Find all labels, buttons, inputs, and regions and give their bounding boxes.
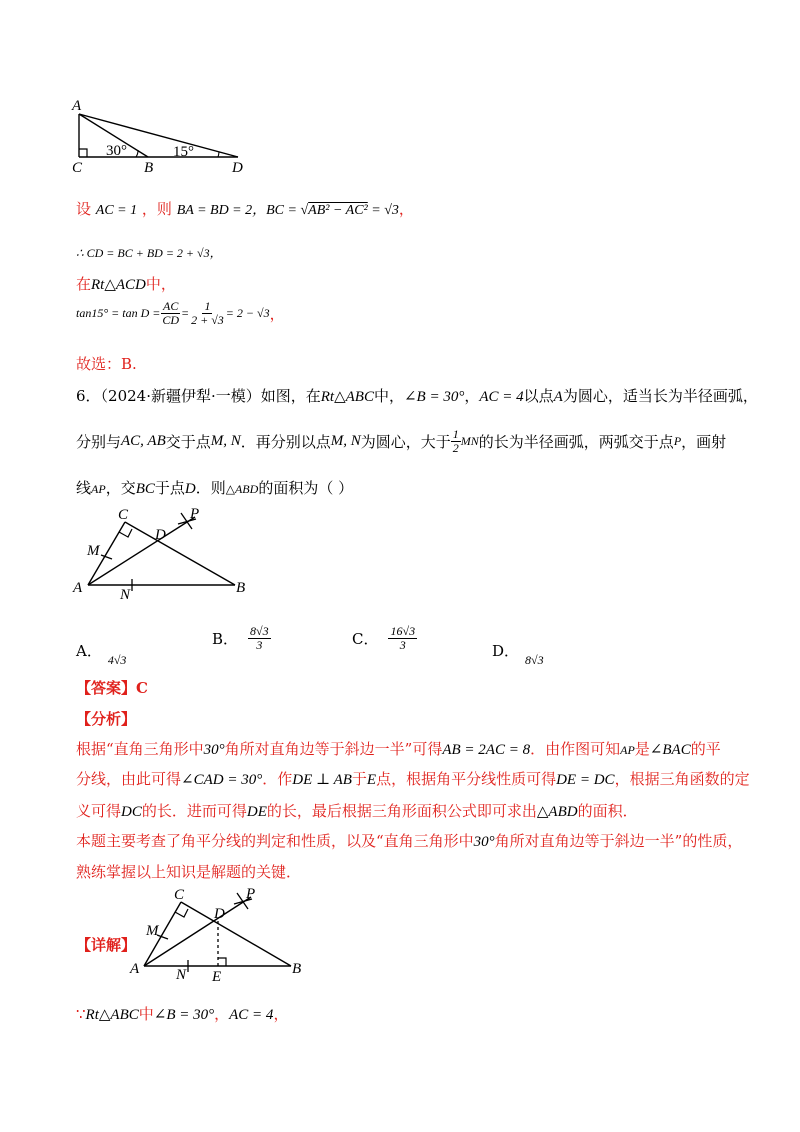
q6-line-2: [76, 428, 726, 454]
q6-line-3: [76, 477, 353, 498]
radicand: AB² − AC²: [308, 203, 368, 218]
text: 以点: [523, 387, 554, 405]
option-letter: D．: [492, 642, 520, 660]
text: 为圆心，适当长为半径画弧，: [562, 387, 758, 405]
num: 1: [452, 427, 459, 441]
sol-answer: 故选：B.: [76, 355, 137, 373]
math: M, N: [330, 432, 361, 449]
label-c: C: [174, 887, 185, 903]
text: ，: [398, 200, 414, 218]
math: E: [366, 772, 377, 788]
segment-cb: [181, 902, 291, 966]
option-value: 4√3: [107, 653, 127, 667]
math: AP: [620, 743, 635, 757]
label-c: C: [72, 160, 83, 176]
text: 是: [634, 740, 650, 758]
option-a[interactable]: [76, 633, 126, 668]
math: DE ⊥ AB: [292, 772, 352, 788]
math: M, N: [210, 432, 241, 449]
math: Rt△ABC: [320, 389, 374, 405]
analysis-label: 【分析】: [76, 710, 137, 728]
text: 点，根据角平分线性质可得: [376, 770, 557, 788]
num: 1: [204, 299, 211, 313]
text: 于点: [154, 479, 185, 497]
text: （2024·新疆伊犁·一模）如图，在: [100, 387, 321, 405]
label-m: M: [146, 923, 159, 939]
option-b[interactable]: [212, 625, 271, 651]
text: ，根据三角函数的定: [614, 770, 750, 788]
label-angle-15: 15°: [173, 144, 194, 160]
text: 分线，由此可得: [76, 770, 182, 788]
text: 在: [76, 275, 92, 293]
text: ，: [269, 304, 285, 323]
math: A: [553, 389, 563, 405]
math: =: [181, 305, 190, 320]
text: 根据“直角三角形中: [76, 740, 204, 758]
segment-ad: [79, 114, 238, 157]
option-letter: C．: [352, 629, 379, 648]
option-letter: A．: [76, 642, 102, 660]
figure-triangle-abc: [70, 505, 260, 605]
label-d: D: [232, 160, 243, 176]
math: ∠B = 30°: [153, 1007, 215, 1023]
sol-line-4: [76, 300, 285, 326]
fraction-ac-cd: [160, 300, 181, 326]
option-c[interactable]: [352, 625, 417, 651]
label-d: D: [214, 906, 225, 922]
option-letter: B．: [212, 629, 239, 648]
detail-line-1: [76, 1003, 288, 1024]
answer-value: C: [136, 679, 148, 697]
den: 2 + √3: [191, 312, 224, 327]
math: AC, AB: [121, 432, 166, 449]
sol-line-1: [76, 198, 414, 219]
text: 义可得: [76, 802, 122, 820]
math: AP: [91, 482, 106, 496]
label-a: A: [130, 961, 140, 977]
math: ∠B = 30°: [403, 389, 465, 405]
fraction-half: [451, 428, 461, 454]
math: AC = 4: [479, 389, 524, 405]
text: 角所对直角边等于斜边一半”的性质，: [494, 832, 743, 850]
text: 的面积．: [577, 802, 638, 820]
math: BA = BD = 2，BC =: [176, 203, 301, 218]
label-a: A: [72, 98, 82, 114]
analysis-line-1: [76, 738, 721, 759]
analysis-line-5: 熟练掌握以上知识是解题的关键．: [76, 863, 302, 881]
label-a: A: [73, 580, 83, 596]
text: 的长．进而可得: [141, 802, 247, 820]
math: DE: [246, 804, 267, 820]
analysis-line-2: [76, 768, 750, 789]
text: 的面积为（ ）: [258, 479, 354, 497]
ray-ap: [88, 517, 195, 585]
text: 的长，最后根据三角形面积公式即可求出: [266, 802, 537, 820]
arc-mark-m: [157, 935, 168, 939]
analysis-line-4: [76, 830, 742, 851]
label-e: E: [212, 969, 222, 985]
math: ∠BAC: [649, 742, 691, 758]
right-angle-mark: [79, 149, 87, 157]
den: 3: [256, 637, 263, 652]
math: tan15° = tan D =: [76, 305, 161, 320]
question-number: 6．: [76, 387, 101, 405]
sol-line-3: [76, 273, 176, 294]
math: MN: [460, 433, 479, 448]
text: 本题主要考查了角平分线的判定和性质，以及“直角三角形中: [76, 832, 474, 850]
den: 2: [452, 440, 459, 455]
text: 线: [76, 479, 92, 497]
angle-arc-b: [136, 150, 138, 157]
text: 设: [76, 200, 92, 218]
text: ，交: [105, 479, 136, 497]
num: 16√3: [390, 624, 416, 638]
label-n: N: [120, 587, 131, 603]
label-p: P: [246, 886, 256, 902]
text: ，画射: [681, 432, 727, 451]
num: 8√3: [250, 624, 269, 638]
text: ．由作图可知: [530, 740, 621, 758]
ray-ap: [144, 897, 251, 966]
text: ，则: [141, 200, 172, 218]
math: 30°: [203, 742, 225, 758]
option-d[interactable]: [492, 633, 544, 668]
math: P: [673, 433, 682, 448]
text: 分别与: [76, 432, 122, 451]
option-value: [248, 625, 271, 651]
label-p: P: [190, 506, 200, 522]
den: CD: [162, 312, 179, 327]
label-angle-30: 30°: [106, 143, 127, 159]
option-value: 8√3: [525, 653, 544, 667]
text: 角所对直角边等于斜边一半”可得: [224, 740, 443, 758]
text: ，: [273, 1005, 289, 1023]
label-b: B: [144, 160, 154, 176]
text: 交于点: [165, 432, 211, 451]
q6-line-1: [76, 385, 758, 406]
label-b: B: [292, 961, 302, 977]
den: 3: [399, 637, 406, 652]
math: BC: [135, 481, 155, 497]
math: ∠CAD = 30°: [181, 772, 263, 788]
detail-label: 【详解】: [76, 936, 137, 954]
math: Rt△ACD: [91, 277, 146, 293]
figure-triangle-acd: [70, 98, 260, 178]
text: ．作: [262, 770, 293, 788]
text: ∵: [76, 1005, 86, 1023]
math: △ABD: [225, 482, 259, 496]
math: △ABD: [536, 804, 578, 820]
text: 为圆心，大于: [360, 432, 451, 451]
sqrt-expression: √AB² − AC²: [300, 203, 368, 218]
label-c: C: [118, 507, 129, 523]
figure-triangle-abc-detail: [126, 885, 316, 985]
analysis-line-3: [76, 800, 638, 821]
right-angle-mark-e: [218, 958, 226, 966]
math: AB = 2AC = 8: [442, 742, 531, 758]
answer-label: 【答案】: [76, 679, 137, 697]
label-d: D: [155, 527, 166, 543]
text: ，: [464, 387, 480, 405]
math: DC: [121, 804, 142, 820]
text: 的长为半径画弧，两弧交于点: [478, 432, 674, 451]
fraction-1-2plus-root3: [189, 300, 226, 326]
sol-line-2: ∴ CD = BC + BD = 2 + √3，: [76, 246, 222, 260]
math: AC = 1: [95, 203, 138, 218]
angle-arc-d: [218, 152, 219, 157]
text: ．则: [195, 479, 226, 497]
label-b: B: [236, 580, 246, 596]
math: D: [184, 481, 196, 497]
label-n: N: [176, 967, 187, 983]
text: 中，: [145, 275, 176, 293]
text: 于: [351, 770, 367, 788]
answer-line: [76, 677, 148, 698]
text: 中，: [373, 387, 404, 405]
arc-mark-m: [101, 555, 112, 559]
math: = 2 − √3: [225, 305, 270, 320]
text: 中: [138, 1005, 154, 1023]
segment-cb: [125, 522, 235, 585]
text: 的平: [690, 740, 721, 758]
math: 30°: [473, 834, 495, 850]
option-value: [388, 625, 417, 651]
math: Rt△ABC: [85, 1007, 139, 1023]
label-m: M: [87, 543, 100, 559]
text: ，: [214, 1005, 230, 1023]
num: AC: [162, 299, 179, 313]
math: AC = 4: [229, 1007, 274, 1023]
math: DE = DC: [556, 772, 615, 788]
math: = √3: [367, 203, 399, 218]
text: ．再分别以点: [240, 432, 331, 451]
